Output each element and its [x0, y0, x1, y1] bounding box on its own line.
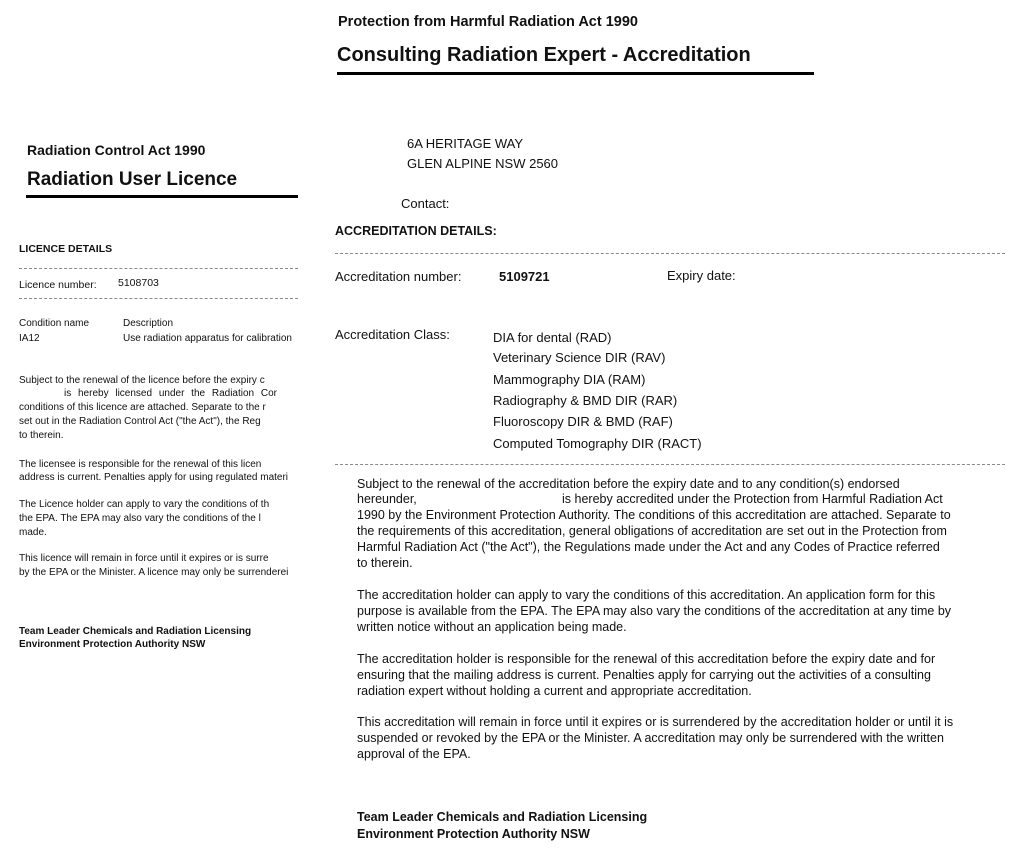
- accreditation-title: Consulting Radiation Expert - Accreditation: [337, 44, 751, 66]
- accreditation-para1-line: to therein.: [357, 556, 413, 570]
- licence-number-value: 5108703: [118, 277, 159, 289]
- accreditation-para3-line: ensuring that the mailing address is current. Penalties apply for carrying out the activities of a consulting: [357, 668, 931, 682]
- licence-para1-line: Subject to the renewal of the licence before the expiry c: [19, 375, 265, 386]
- accreditation-signatory-title: Team Leader Chemicals and Radiation Licensing: [357, 810, 648, 824]
- accreditation-number-label: Accreditation number:: [335, 269, 462, 284]
- licence-para1-line: to therein.: [19, 430, 64, 441]
- accreditation-class-item: Fluoroscopy DIR & BMD (RAF): [493, 414, 673, 429]
- licence-divider-1: [19, 268, 298, 269]
- accreditation-para1-line: the requirements of this accreditation, general obligations of accreditation are set out in the Protection from: [357, 524, 947, 538]
- accreditation-para2-line: purpose is available from the EPA. The EPA may also vary the conditions of the accreditation at any time by: [357, 604, 952, 618]
- accreditation-details-heading: ACCREDITATION DETAILS:: [335, 224, 497, 238]
- accreditation-divider-1: [335, 253, 1005, 254]
- accreditation-para1-line: 1990 by the Environment Protection Authority. The conditions of this accreditation are attached. Separate to: [357, 508, 951, 522]
- licence-para3-line: the EPA. The EPA may also vary the conditions of the l: [19, 513, 261, 524]
- accreditation-para4-line: approval of the EPA.: [357, 747, 471, 761]
- licence-details-heading: LICENCE DETAILS: [19, 243, 113, 255]
- accreditation-class-item: Radiography & BMD DIR (RAR): [493, 393, 678, 408]
- licence-act-name: Radiation Control Act 1990: [27, 142, 206, 158]
- accreditation-para1-line: is hereby accredited under the Protection from Harmful Radiation Act: [562, 492, 943, 506]
- licence-para1-line: set out in the Radiation Control Act ("the Act"), the Reg: [19, 416, 261, 427]
- licence-number-label: Licence number:: [19, 279, 97, 291]
- address-line-1: 6A HERITAGE WAY: [407, 136, 524, 151]
- licence-para2-line: address is current. Penalties apply for using regulated materi: [19, 472, 289, 483]
- accreditation-para2-line: written notice without an application being made.: [357, 620, 627, 634]
- licence-para2-line: The licensee is responsible for the renewal of this licen: [19, 459, 262, 470]
- accreditation-class-item: DIA for dental (RAD): [493, 330, 612, 345]
- accreditation-para3-line: The accreditation holder is responsible for the renewal of this accreditation before the expiry date and for: [357, 652, 936, 666]
- licence-signatory-org: Environment Protection Authority NSW: [19, 639, 206, 650]
- licence-para3-line: made.: [19, 527, 47, 538]
- accreditation-para2-line: The accreditation holder can apply to vary the conditions of this accreditation. An application form for this: [357, 588, 936, 602]
- accreditation-class-item: Veterinary Science DIR (RAV): [493, 350, 666, 365]
- accreditation-para3-line: radiation expert without holding a current and appropriate accreditation.: [357, 684, 752, 698]
- licence-para1-line: conditions of this licence are attached. Separate to the r: [19, 402, 266, 413]
- accreditation-para4-line: suspended or revoked by the EPA or the Minister. A accreditation may only be surrendered with the written: [357, 731, 944, 745]
- accreditation-document: [300, 0, 1024, 862]
- accreditation-signatory-org: Environment Protection Authority NSW: [357, 827, 590, 841]
- licence-signatory-title: Team Leader Chemicals and Radiation Licensing: [19, 626, 252, 637]
- accreditation-number-value: 5109721: [499, 269, 550, 284]
- licence-para4-line: This licence will remain in force until it expires or is surre: [19, 553, 269, 564]
- accreditation-class-item: Mammography DIA (RAM): [493, 372, 646, 387]
- licence-para1-line: is hereby licensed under the Radiation Cor: [64, 388, 277, 399]
- contact-label: Contact:: [401, 196, 450, 211]
- licence-title-underline: [26, 195, 298, 198]
- accreditation-para1-line: hereunder,: [357, 492, 417, 506]
- accreditation-divider-2: [335, 464, 1005, 465]
- radiation-user-licence-document: [0, 0, 298, 862]
- address-line-2: GLEN ALPINE NSW 2560: [407, 156, 559, 171]
- accreditation-class-label: Accreditation Class:: [335, 327, 450, 342]
- expiry-date-label: Expiry date:: [667, 268, 736, 283]
- accreditation-para1-line: Harmful Radiation Act ("the Act"), the Regulations made under the Act and any Codes of Practice referred: [357, 540, 940, 554]
- accreditation-para4-line: This accreditation will remain in force until it expires or is surrendered by the accreditation holder or until it is: [357, 715, 954, 729]
- accreditation-title-underline: [337, 72, 814, 75]
- condition-name-header: Condition name: [19, 318, 90, 329]
- description-header: Description: [123, 318, 174, 329]
- licence-title: Radiation User Licence: [27, 169, 238, 190]
- accreditation-act-name: Protection from Harmful Radiation Act 1990: [338, 14, 638, 30]
- condition-name-value: IA12: [19, 333, 40, 344]
- condition-description-value: Use radiation apparatus for calibration: [123, 333, 292, 344]
- licence-divider-2: [19, 298, 298, 299]
- accreditation-class-item: Computed Tomography DIR (RACT): [493, 436, 702, 451]
- licence-para4-line: by the EPA or the Minister. A licence may only be surrenderei: [19, 567, 289, 578]
- accreditation-para1-line: Subject to the renewal of the accreditation before the expiry date and to any condition(s) endorsed: [357, 477, 900, 491]
- licence-para3-line: The Licence holder can apply to vary the conditions of th: [19, 499, 270, 510]
